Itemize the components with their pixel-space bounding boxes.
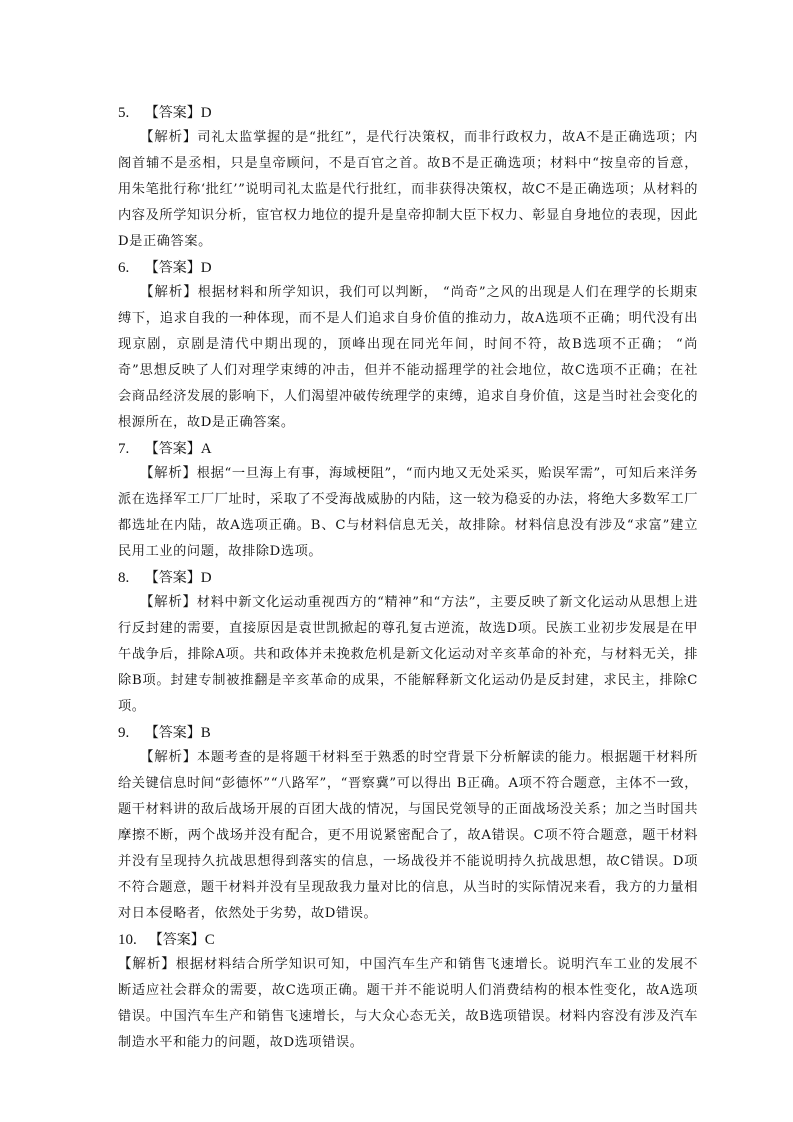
answer-value: D xyxy=(200,570,212,586)
answer-line xyxy=(118,436,698,460)
analysis-label: 【解析】 xyxy=(140,465,197,481)
question-block-6 xyxy=(118,255,698,436)
answer-line xyxy=(118,255,698,279)
analysis-label: 【解析】 xyxy=(140,284,198,300)
analysis-paragraph xyxy=(118,589,698,720)
answer-line xyxy=(118,100,698,124)
analysis-label: 【解析】 xyxy=(140,129,198,145)
answer-label: 【答案】 xyxy=(144,570,201,586)
question-number: 8. xyxy=(118,570,130,586)
answer-label: 【答案】 xyxy=(148,932,205,948)
question-block-7 xyxy=(118,436,698,565)
question-number: 5. xyxy=(118,105,130,121)
answer-value: A xyxy=(200,441,212,457)
answer-value: D xyxy=(200,105,212,121)
analysis-text: 根据材料和所学知识，我们可以判断， “尚奇”之风的出现是人们在理学的长期束缚下，追求自我的一种体现，而不是人们追求自身价值的推动力，故A选项不正确；明代没有出现京剧，京剧是清代中期出现的，顶峰出现在同光年间，时间不符，故B选项不正确； “尚奇”思想反映了人们对理学束缚的冲击，但并不能动摇理学的社会地位，故C选项不正确；在社会商品经济发展的影响下，人们渴望冲破传统理学的束缚，追求自身价值，这是当时社会变化的根源所在，故D是正确答案。 xyxy=(118,285,698,430)
answer-label: 【答案】 xyxy=(144,441,201,457)
answer-value: C xyxy=(204,932,215,948)
analysis-text: 司礼太监掌握的是“批红”，是代行决策权，而非行政权力，故A不是正确选项；内阁首辅不是丞相，只是皇帝顾问，不是百官之首。故B不是正确选项；材料中“按皇帝的旨意，用朱笔批行称‘批红’”说明司礼太监是代行批红，而非获得决策权，故C不是正确选项；从材料的内容及所学知识分析，宦官权力地位的提升是皇帝抑制大臣下权力、彰显自身地位的表现，因此D是正确答案。 xyxy=(118,130,698,249)
analysis-label: 【解析】 xyxy=(118,956,176,972)
question-block-5 xyxy=(118,100,698,255)
question-block-9 xyxy=(118,720,698,927)
analysis-text: 根据“一旦海上有事，海域梗阻”，“而内地又无处采买，贻误军需”，可知后来洋务派在选择军工厂厂址时，采取了不受海战威胁的内陆，这一较为稳妥的办法，将绝大多数军工厂都选址在内陆，故A选项正确。B、C与材料信息无关，故排除。材料信息没有涉及“求富”建立民用工业的问题，故排除D选项。 xyxy=(118,466,699,559)
answer-sheet xyxy=(118,100,698,1056)
answer-line xyxy=(118,565,698,589)
analysis-text: 材料中新文化运动重视西方的“精神”和“方法”，主要反映了新文化运动从思想上进行反封建的需要，直接原因是袁世凯掀起的尊孔复古逆流，故选D项。民族工业初步发展是在甲午战争后，排除A项。共和政体并未挽救危机是新文化运动对辛亥革命的补充，与材料无关，排除B项。封建专制被推翻是辛亥革命的成果，不能解释新文化运动仍是反封建，求民主，排除C项。 xyxy=(118,595,699,714)
answer-value: D xyxy=(200,260,212,276)
analysis-text: 根据材料结合所学知识可知，中国汽车生产和销售飞速增长。说明汽车工业的发展不断适应社会群众的需要，故C选项正确。题干并不能说明人们消费结构的根本性变化，故A选项错误。中国汽车生产和销售飞速增长，与大众心态无关，故B选项错误。材料内容没有涉及汽车制造水平和能力的问题，故D选项错误。 xyxy=(118,957,698,1050)
question-number: 10. xyxy=(118,932,137,948)
analysis-paragraph xyxy=(118,951,698,1056)
analysis-label: 【解析】 xyxy=(140,594,197,610)
analysis-paragraph xyxy=(118,460,698,565)
question-number: 9. xyxy=(118,725,130,741)
analysis-label: 【解析】 xyxy=(140,749,197,765)
analysis-paragraph xyxy=(118,124,698,255)
question-number: 7. xyxy=(118,441,130,457)
answer-label: 【答案】 xyxy=(144,105,201,121)
question-block-8 xyxy=(118,565,698,720)
answer-line xyxy=(118,927,698,951)
answer-line xyxy=(118,720,698,744)
analysis-paragraph xyxy=(118,279,698,436)
question-block-10 xyxy=(118,927,698,1056)
analysis-text: 本题考查的是将题干材料至于熟悉的时空背景下分析解读的能力。根据题干材料所给关键信息时间“彭德怀”“八路军”，“晋察冀”可以得出 B正确。A项不符合题意，主体不一致，题干材料讲的敌后战场开展的百团大战的情况，与国民党领导的正面战场没关系；加之当时国共摩擦不断，两个战场并没有配合，更不用说紧密配合了，故A错误。C项不符合题意，题干材料并没有呈现持久抗战思想得到落实的信息，一场战役并不能说明持久抗战思想，故C错误。D项不符合题意，题干材料并没有呈现敌我力量对比的信息，从当时的实际情况来看，我方的力量相对日本侵略者，依然处于劣势，故D错误。 xyxy=(118,750,698,921)
question-number: 6. xyxy=(118,260,130,276)
answer-value: B xyxy=(200,725,211,741)
analysis-paragraph xyxy=(118,744,698,927)
answer-label: 【答案】 xyxy=(144,725,201,741)
answer-label: 【答案】 xyxy=(144,260,201,276)
